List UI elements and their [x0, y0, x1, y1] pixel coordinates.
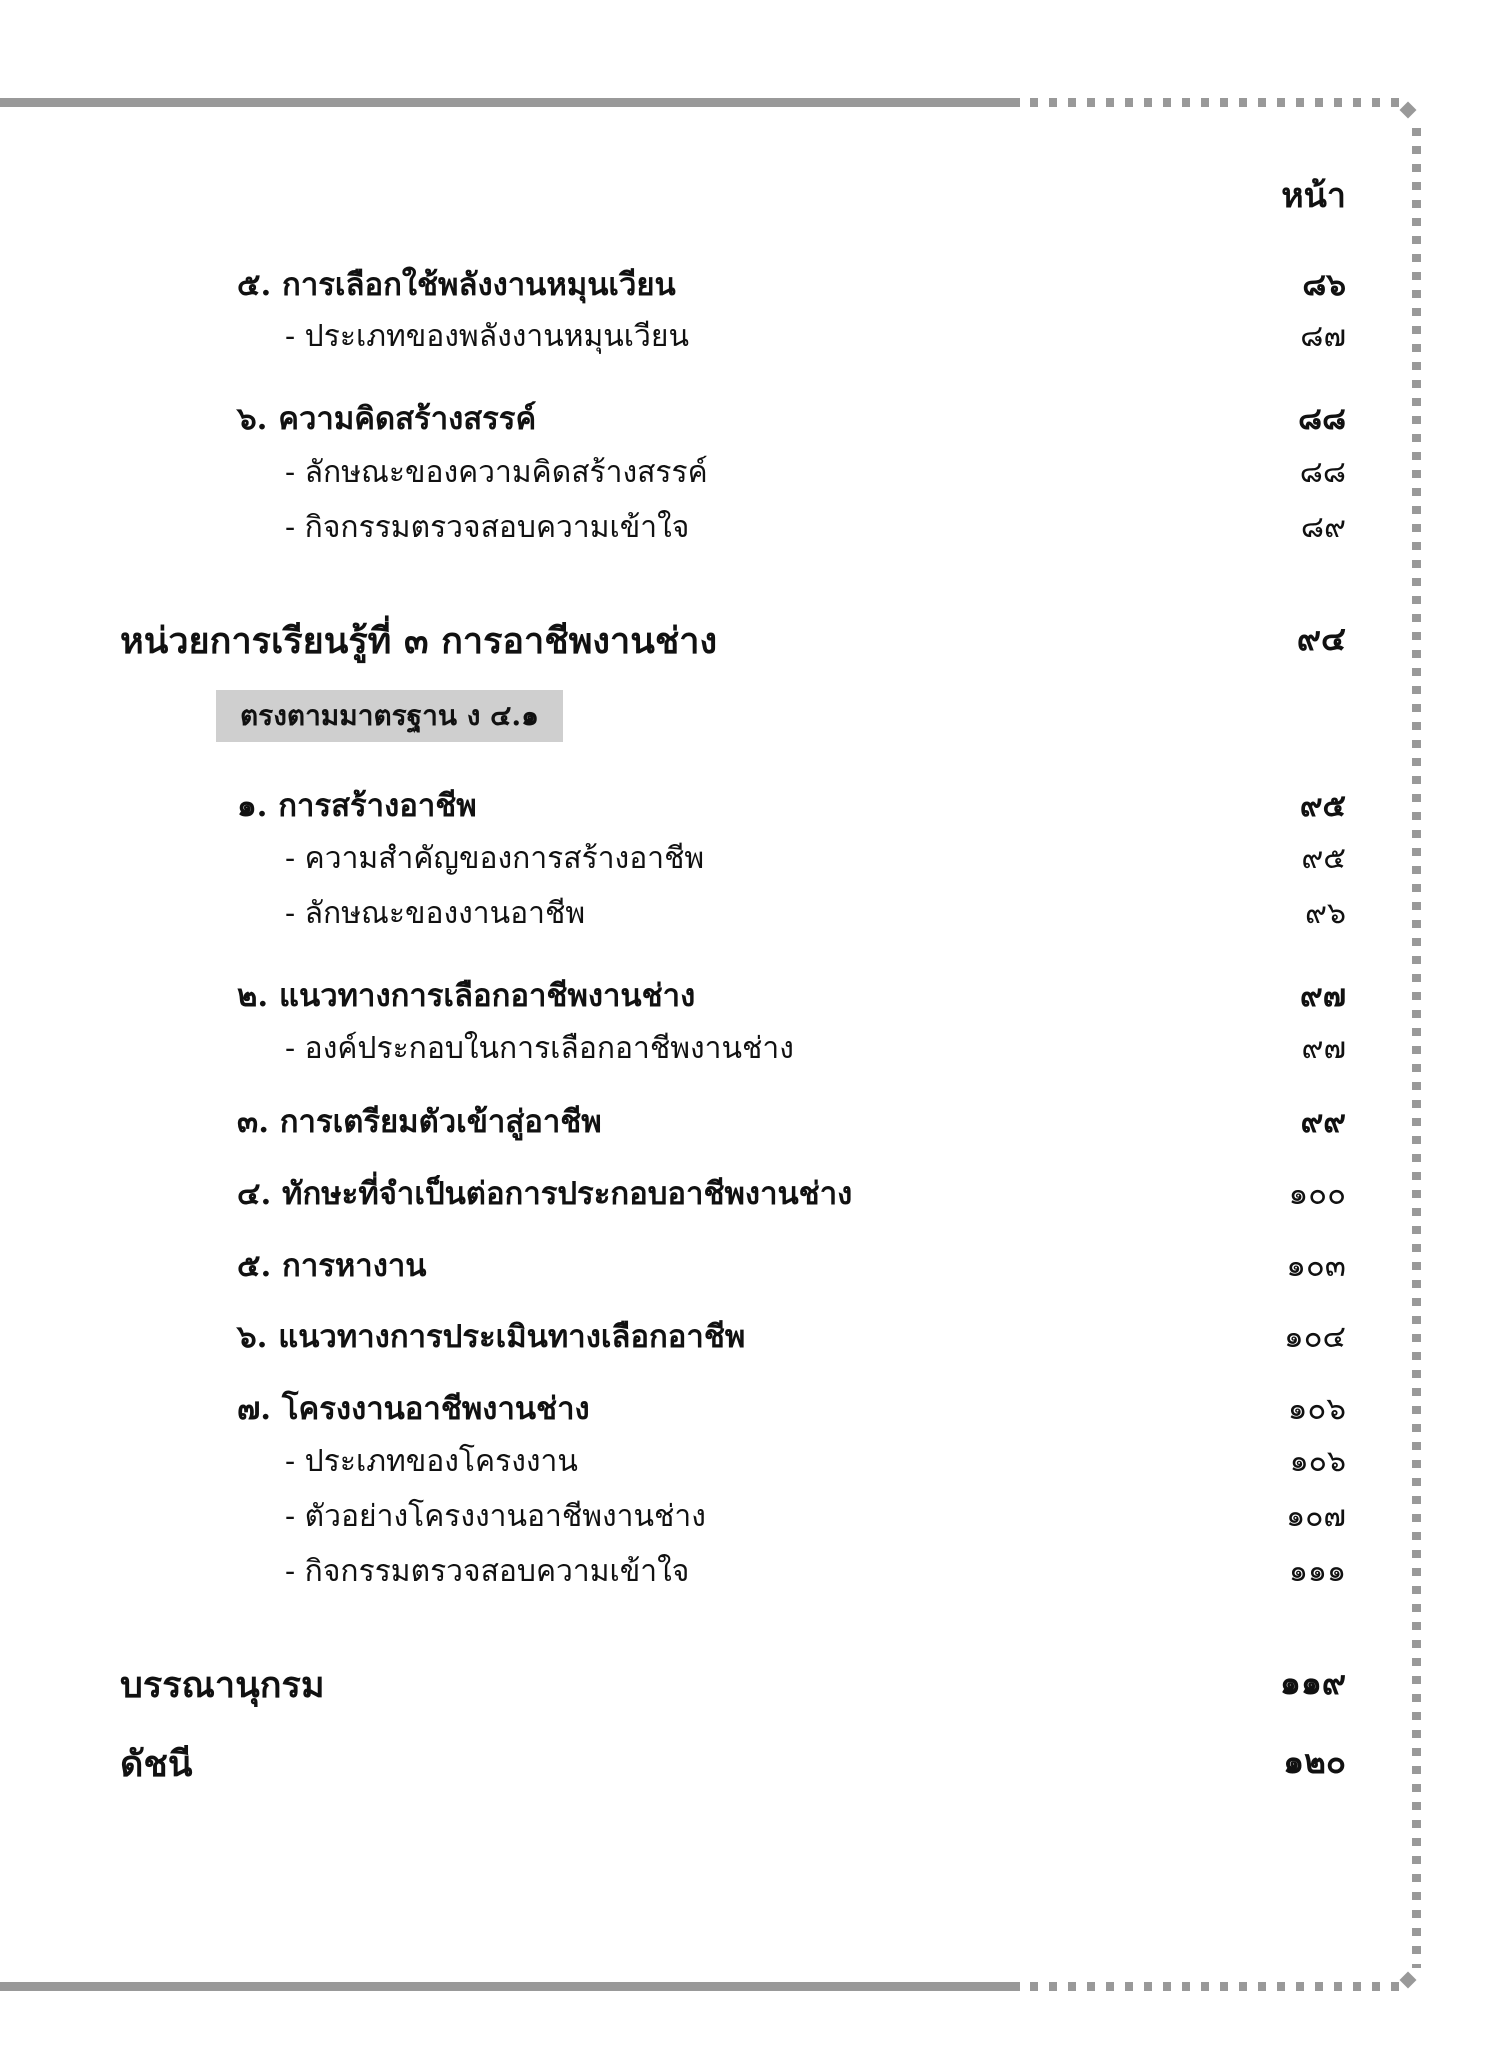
toc-subentry-page: ๘๙ [1300, 510, 1346, 545]
toc-entry-title: ๗. โครงงานอาชีพงานช่าง [237, 1391, 590, 1427]
toc-subentry-page: ๙๕ [1301, 841, 1346, 876]
toc-subentry[interactable] [0, 890, 1496, 940]
toc-bibliography-page: ๑๑๙ [1279, 1663, 1346, 1702]
top-right-corner-ornament [1400, 102, 1417, 119]
page-column-heading: หน้า [1281, 176, 1346, 216]
bottom-border-dotted [1030, 1982, 1400, 1991]
toc-entry-page: ๑๐๖ [1287, 1391, 1346, 1427]
bottom-right-corner-ornament [1400, 1972, 1417, 1989]
toc-entry[interactable] [0, 1383, 1496, 1433]
toc-entry-page: ๙๙ [1300, 1104, 1346, 1140]
toc-entry[interactable] [0, 393, 1496, 443]
top-border-dotted [1030, 98, 1400, 107]
toc-entry-title: ๒. แนวทางการเลือกอาชีพงานช่าง [237, 978, 696, 1014]
toc-subentry[interactable] [0, 1548, 1496, 1598]
toc-entry-page: ๑๐๓ [1286, 1248, 1346, 1284]
toc-entry-title: ๖. ความคิดสร้างสรรค์ [237, 401, 537, 437]
toc-subentry-page: ๙๗ [1301, 1031, 1346, 1066]
bottom-border-solid [0, 1982, 1020, 1991]
toc-subentry-title: - ประเภทของพลังงานหมุนเวียน [285, 319, 689, 354]
toc-subentry-page: ๑๐๖ [1289, 1444, 1346, 1479]
toc-entry-page: ๑๐๐ [1288, 1176, 1346, 1212]
toc-entry-title: ๑. การสร้างอาชีพ [237, 788, 477, 824]
toc-entry-title: ๔. ทักษะที่จำเป็นต่อการประกอบอาชีพงานช่าง [237, 1176, 853, 1212]
toc-entry-page: ๙๗ [1299, 978, 1346, 1014]
toc-subentry-title: - กิจกรรมตรวจสอบความเข้าใจ [285, 1554, 690, 1589]
toc-subentry-title: - กิจกรรมตรวจสอบความเข้าใจ [285, 510, 690, 545]
toc-entry-page: ๙๕ [1299, 788, 1346, 824]
toc-subentry-page: ๑๑๑ [1288, 1554, 1346, 1589]
toc-subentry[interactable] [0, 313, 1496, 363]
toc-index-entry[interactable] [0, 1735, 1496, 1785]
top-border-solid [0, 98, 1020, 107]
toc-unit-title: หน่วยการเรียนรู้ที่ ๓ การอาชีพงานช่าง [120, 620, 718, 662]
toc-entry-page: ๑๐๔ [1283, 1319, 1346, 1355]
toc-entry-title: ๕. การเลือกใช้พลังงานหมุนเวียน [237, 267, 676, 303]
toc-entry[interactable] [0, 1096, 1496, 1146]
toc-unit-page: ๙๔ [1296, 619, 1346, 658]
toc-entry-title: ๖. แนวทางการประเมินทางเลือกอาชีพ [237, 1319, 746, 1355]
toc-subentry-title: - องค์ประกอบในการเลือกอาชีพงานช่าง [285, 1031, 794, 1066]
toc-unit-entry[interactable] [0, 612, 1496, 662]
toc-entry[interactable] [0, 780, 1496, 830]
toc-entry-title: ๕. การหางาน [237, 1248, 427, 1284]
toc-entry-title: ๓. การเตรียมตัวเข้าสู่อาชีพ [237, 1104, 602, 1140]
toc-index-title: ดัชนี [120, 1743, 193, 1785]
toc-index-page: ๑๒๐ [1283, 1742, 1346, 1781]
toc-entry-page: ๘๖ [1302, 267, 1346, 303]
toc-entry[interactable] [0, 970, 1496, 1020]
toc-entry-page: ๘๘ [1298, 401, 1346, 437]
toc-subentry[interactable] [0, 1025, 1496, 1075]
toc-subentry-page: ๙๖ [1304, 896, 1346, 931]
toc-bibliography-entry[interactable] [0, 1656, 1496, 1706]
toc-subentry-title: - ประเภทของโครงงาน [285, 1444, 578, 1479]
standard-label-box: ตรงตามมาตรฐาน ง ๔.๑ [216, 690, 563, 742]
toc-entry[interactable] [0, 1240, 1496, 1290]
toc-entry[interactable] [0, 1168, 1496, 1218]
toc-bibliography-title: บรรณานุกรม [120, 1664, 325, 1706]
toc-entry[interactable] [0, 1311, 1496, 1361]
toc-subentry[interactable] [0, 449, 1496, 499]
toc-subentry[interactable] [0, 1438, 1496, 1488]
toc-subentry-title: - ลักษณะของความคิดสร้างสรรค์ [285, 455, 708, 490]
toc-entry[interactable] [0, 259, 1496, 309]
toc-subentry-title: - ลักษณะของงานอาชีพ [285, 896, 586, 931]
toc-subentry[interactable] [0, 504, 1496, 554]
toc-subentry[interactable] [0, 1493, 1496, 1543]
toc-subentry-title: - ความสำคัญของการสร้างอาชีพ [285, 841, 705, 876]
toc-subentry-page: ๘๘ [1299, 455, 1346, 490]
toc-subentry-title: - ตัวอย่างโครงงานอาชีพงานช่าง [285, 1499, 706, 1534]
toc-subentry-page: ๘๗ [1300, 319, 1346, 354]
toc-subentry[interactable] [0, 835, 1496, 885]
toc-subentry-page: ๑๐๗ [1286, 1499, 1346, 1534]
